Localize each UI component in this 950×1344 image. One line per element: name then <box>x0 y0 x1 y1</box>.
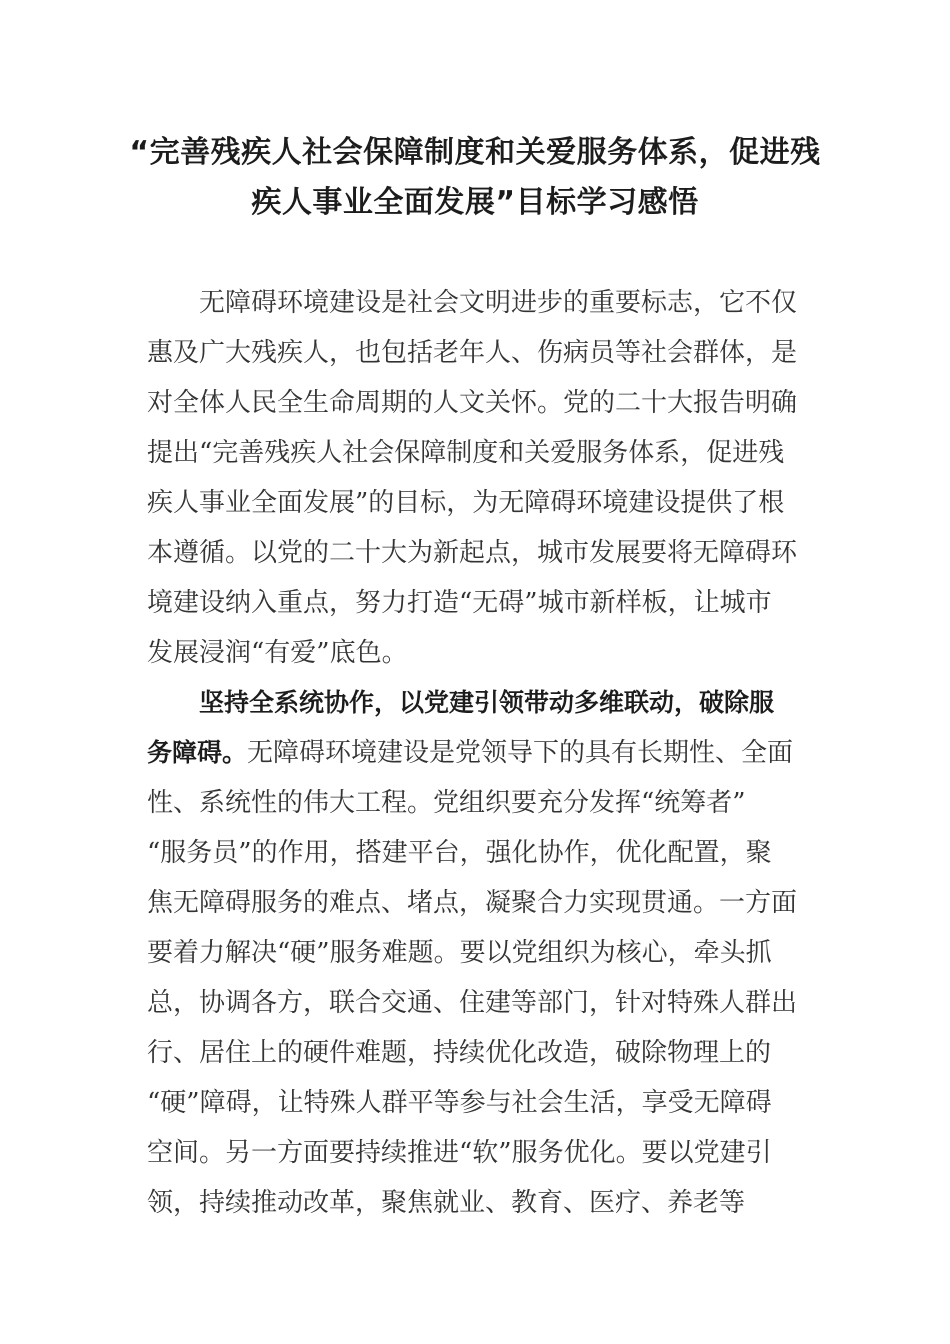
paragraph-2 <box>147 678 807 1228</box>
paragraph-2-heading-end: 务障碍。 <box>147 738 248 767</box>
paragraph-2-line: 性、系统性的伟大工程。党组织要充分发挥“统筹者” <box>147 788 746 818</box>
document-title <box>100 128 850 228</box>
paragraph-1-line: 发展浸润“有爱”底色。 <box>147 638 408 668</box>
paragraph-1 <box>147 278 807 678</box>
paragraph-1-line: 对全体人民全生命周期的人文关怀。党的二十大报告明确 <box>147 388 798 418</box>
title-line-2: 疾人事业全面发展”目标学习感悟 <box>251 185 699 220</box>
paragraph-2-line <box>147 728 807 778</box>
paragraph-1-line: 疾人事业全面发展”的目标，为无障碍环境建设提供了根 <box>147 488 785 518</box>
paragraph-2-line: “硬”障碍，让特殊人群平等参与社会生活，享受无障碍 <box>147 1088 772 1118</box>
paragraph-2-line: 总，协调各方，联合交通、住建等部门，针对特殊人群出 <box>147 988 798 1018</box>
paragraph-2-line-text: 无障碍环境建设是党领导下的具有长期性、全面 <box>247 738 794 768</box>
paragraph-2-line: 行、居住上的硬件难题，持续优化改造，破除物理上的 <box>147 1038 772 1068</box>
paragraph-2-line: 焦无障碍服务的难点、堵点，凝聚合力实现贯通。一方面 <box>147 888 798 918</box>
paragraph-2-line: “服务员”的作用，搭建平台，强化协作，优化配置，聚 <box>147 838 772 868</box>
paragraph-2-line: 领，持续推动改革，聚焦就业、教育、医疗、养老等 <box>147 1188 746 1218</box>
paragraph-2-line: 要着力解决“硬”服务难题。要以党组织为核心，牵头抓 <box>147 938 772 968</box>
paragraph-2-line: 空间。另一方面要持续推进“软”服务优化。要以党建引 <box>147 1138 772 1168</box>
paragraph-1-line: 惠及广大残疾人，也包括老年人、伤病员等社会群体，是 <box>147 338 798 368</box>
paragraph-1-line: 本遵循。以党的二十大为新起点，城市发展要将无障碍环 <box>147 538 798 568</box>
document-body <box>147 278 807 1228</box>
paragraph-1-line: 提出“完善残疾人社会保障制度和关爱服务体系，促进残 <box>147 438 785 468</box>
title-line-1: “完善残疾人社会保障制度和关爱服务体系，促进残 <box>129 135 821 170</box>
paragraph-2-heading-line: 坚持全系统协作，以党建引领带动多维联动，破除服 <box>199 688 775 717</box>
paragraph-1-line: 无障碍环境建设是社会文明进步的重要标志，它不仅 <box>199 288 798 318</box>
paragraph-1-line: 境建设纳入重点，努力打造“无碍”城市新样板，让城市 <box>147 588 772 618</box>
